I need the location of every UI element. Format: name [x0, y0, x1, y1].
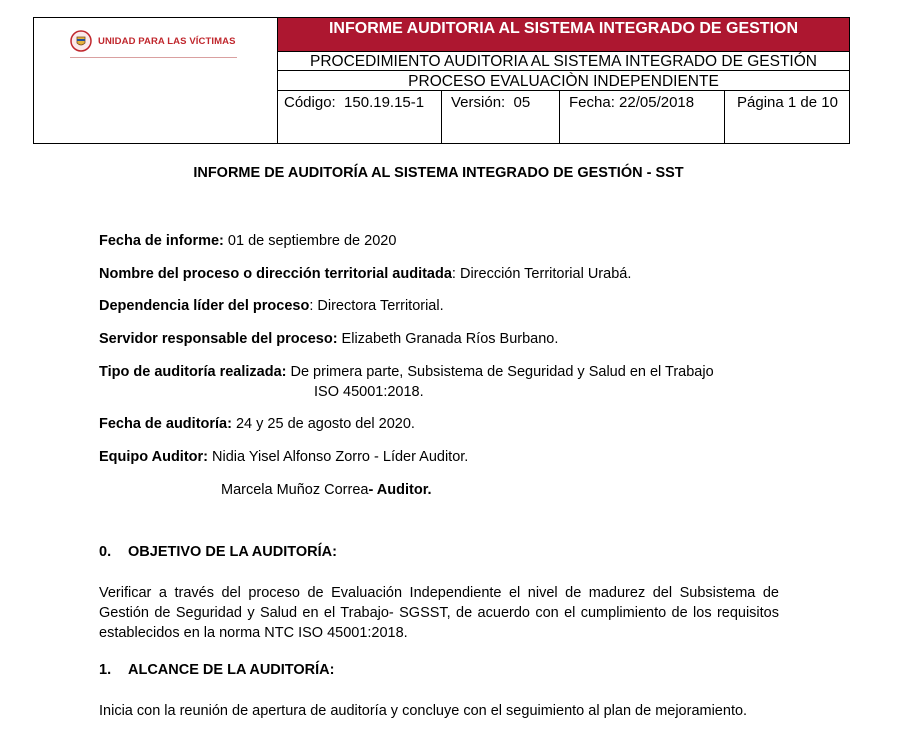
procedure-name: PROCEDIMIENTO AUDITORIA AL SISTEMA INTEGRADO DE GESTIÓN	[278, 52, 849, 71]
unidad-victimas-logo	[70, 30, 236, 52]
field-lead-dependency	[99, 296, 789, 316]
field-audit-team	[99, 447, 789, 467]
logo-cell	[34, 18, 278, 143]
field-value: Nidia Yisel Alfonso Zorro - Líder Auditor.	[208, 449, 469, 465]
field-responsible-servant	[99, 329, 789, 349]
field-value: De primera parte, Subsistema de Seguridad y Salud en el Trabajo	[286, 364, 714, 380]
code-value: 150.19.15-1	[344, 94, 425, 111]
field-process-name	[99, 264, 789, 284]
field-label: Fecha de auditoría:	[99, 416, 232, 432]
logo-text: UNIDAD PARA LAS VÍCTIMAS	[98, 35, 236, 47]
field-value: : Dirección Territorial Urabá.	[451, 266, 632, 282]
report-title: INFORME DE AUDITORÍA AL SISTEMA INTEGRADO DE GESTIÓN - SST	[193, 165, 684, 181]
field-report-date	[99, 231, 789, 251]
field-label: Fecha de informe:	[99, 233, 224, 249]
field-value: 24 y 25 de agosto del 2020.	[231, 416, 415, 432]
field-label: Tipo de auditoría realizada:	[99, 364, 287, 380]
scope-paragraph: Inicia con la reunión de apertura de auditoría y concluye con el seguimiento al plan de mejoramiento.	[99, 703, 748, 719]
page-cell	[725, 91, 849, 143]
process-name: PROCESO EVALUACIÒN INDEPENDIENTE	[408, 73, 719, 90]
section-number: 0.	[99, 544, 112, 560]
field-label: Dependencia líder del proceso	[99, 298, 310, 314]
version-label: Versión:	[451, 94, 506, 111]
code-label: Código:	[284, 94, 336, 111]
section-heading-scope	[99, 662, 334, 678]
section-number: 1.	[99, 662, 112, 678]
code-cell	[278, 91, 442, 143]
section-heading-objective	[99, 544, 337, 560]
document-meta-row	[278, 90, 849, 143]
second-auditor	[221, 480, 721, 500]
field-audit-date	[99, 414, 789, 434]
coat-of-arms-icon	[70, 30, 92, 52]
field-label: Nombre del proceso o dirección territorial auditada	[99, 266, 452, 282]
field-audit-type	[99, 362, 789, 402]
field-label: Servidor responsable del proceso:	[99, 331, 338, 347]
section-title: OBJETIVO DE LA AUDITORÍA:	[128, 544, 337, 560]
auditor-name: Marcela Muñoz Correa	[221, 482, 369, 498]
field-value: Elizabeth Granada Ríos Burbano.	[337, 331, 559, 347]
version-value: 05	[513, 94, 531, 111]
field-value-continued: ISO 45001:2018.	[314, 384, 424, 400]
date-value: 22/05/2018	[619, 94, 695, 111]
report-header-title: INFORME AUDITORIA AL SISTEMA INTEGRADO DE GESTION	[278, 18, 849, 52]
field-value: : Directora Territorial.	[309, 298, 444, 314]
auditor-role: - Auditor.	[368, 482, 432, 498]
document-header-table	[33, 17, 850, 144]
field-value: 01 de septiembre de 2020	[223, 233, 397, 249]
date-cell	[560, 91, 725, 143]
page-number: Página 1 de 10	[737, 94, 838, 111]
objective-paragraph: Verificar a través del proceso de Evaluación Independiente el nivel de madurez del Subsistema de Gestión de Seguridad y Salud en el Trabajo- SGSST, de acuerdo con el cumplimiento de los requisitos establecidos en la norma NTC ISO 45001:2018.	[99, 585, 779, 641]
section-title: ALCANCE DE LA AUDITORÍA:	[128, 662, 335, 678]
version-cell	[442, 91, 560, 143]
date-label: Fecha:	[569, 94, 615, 111]
logo-underline	[70, 57, 237, 58]
field-label: Equipo Auditor:	[99, 449, 208, 465]
